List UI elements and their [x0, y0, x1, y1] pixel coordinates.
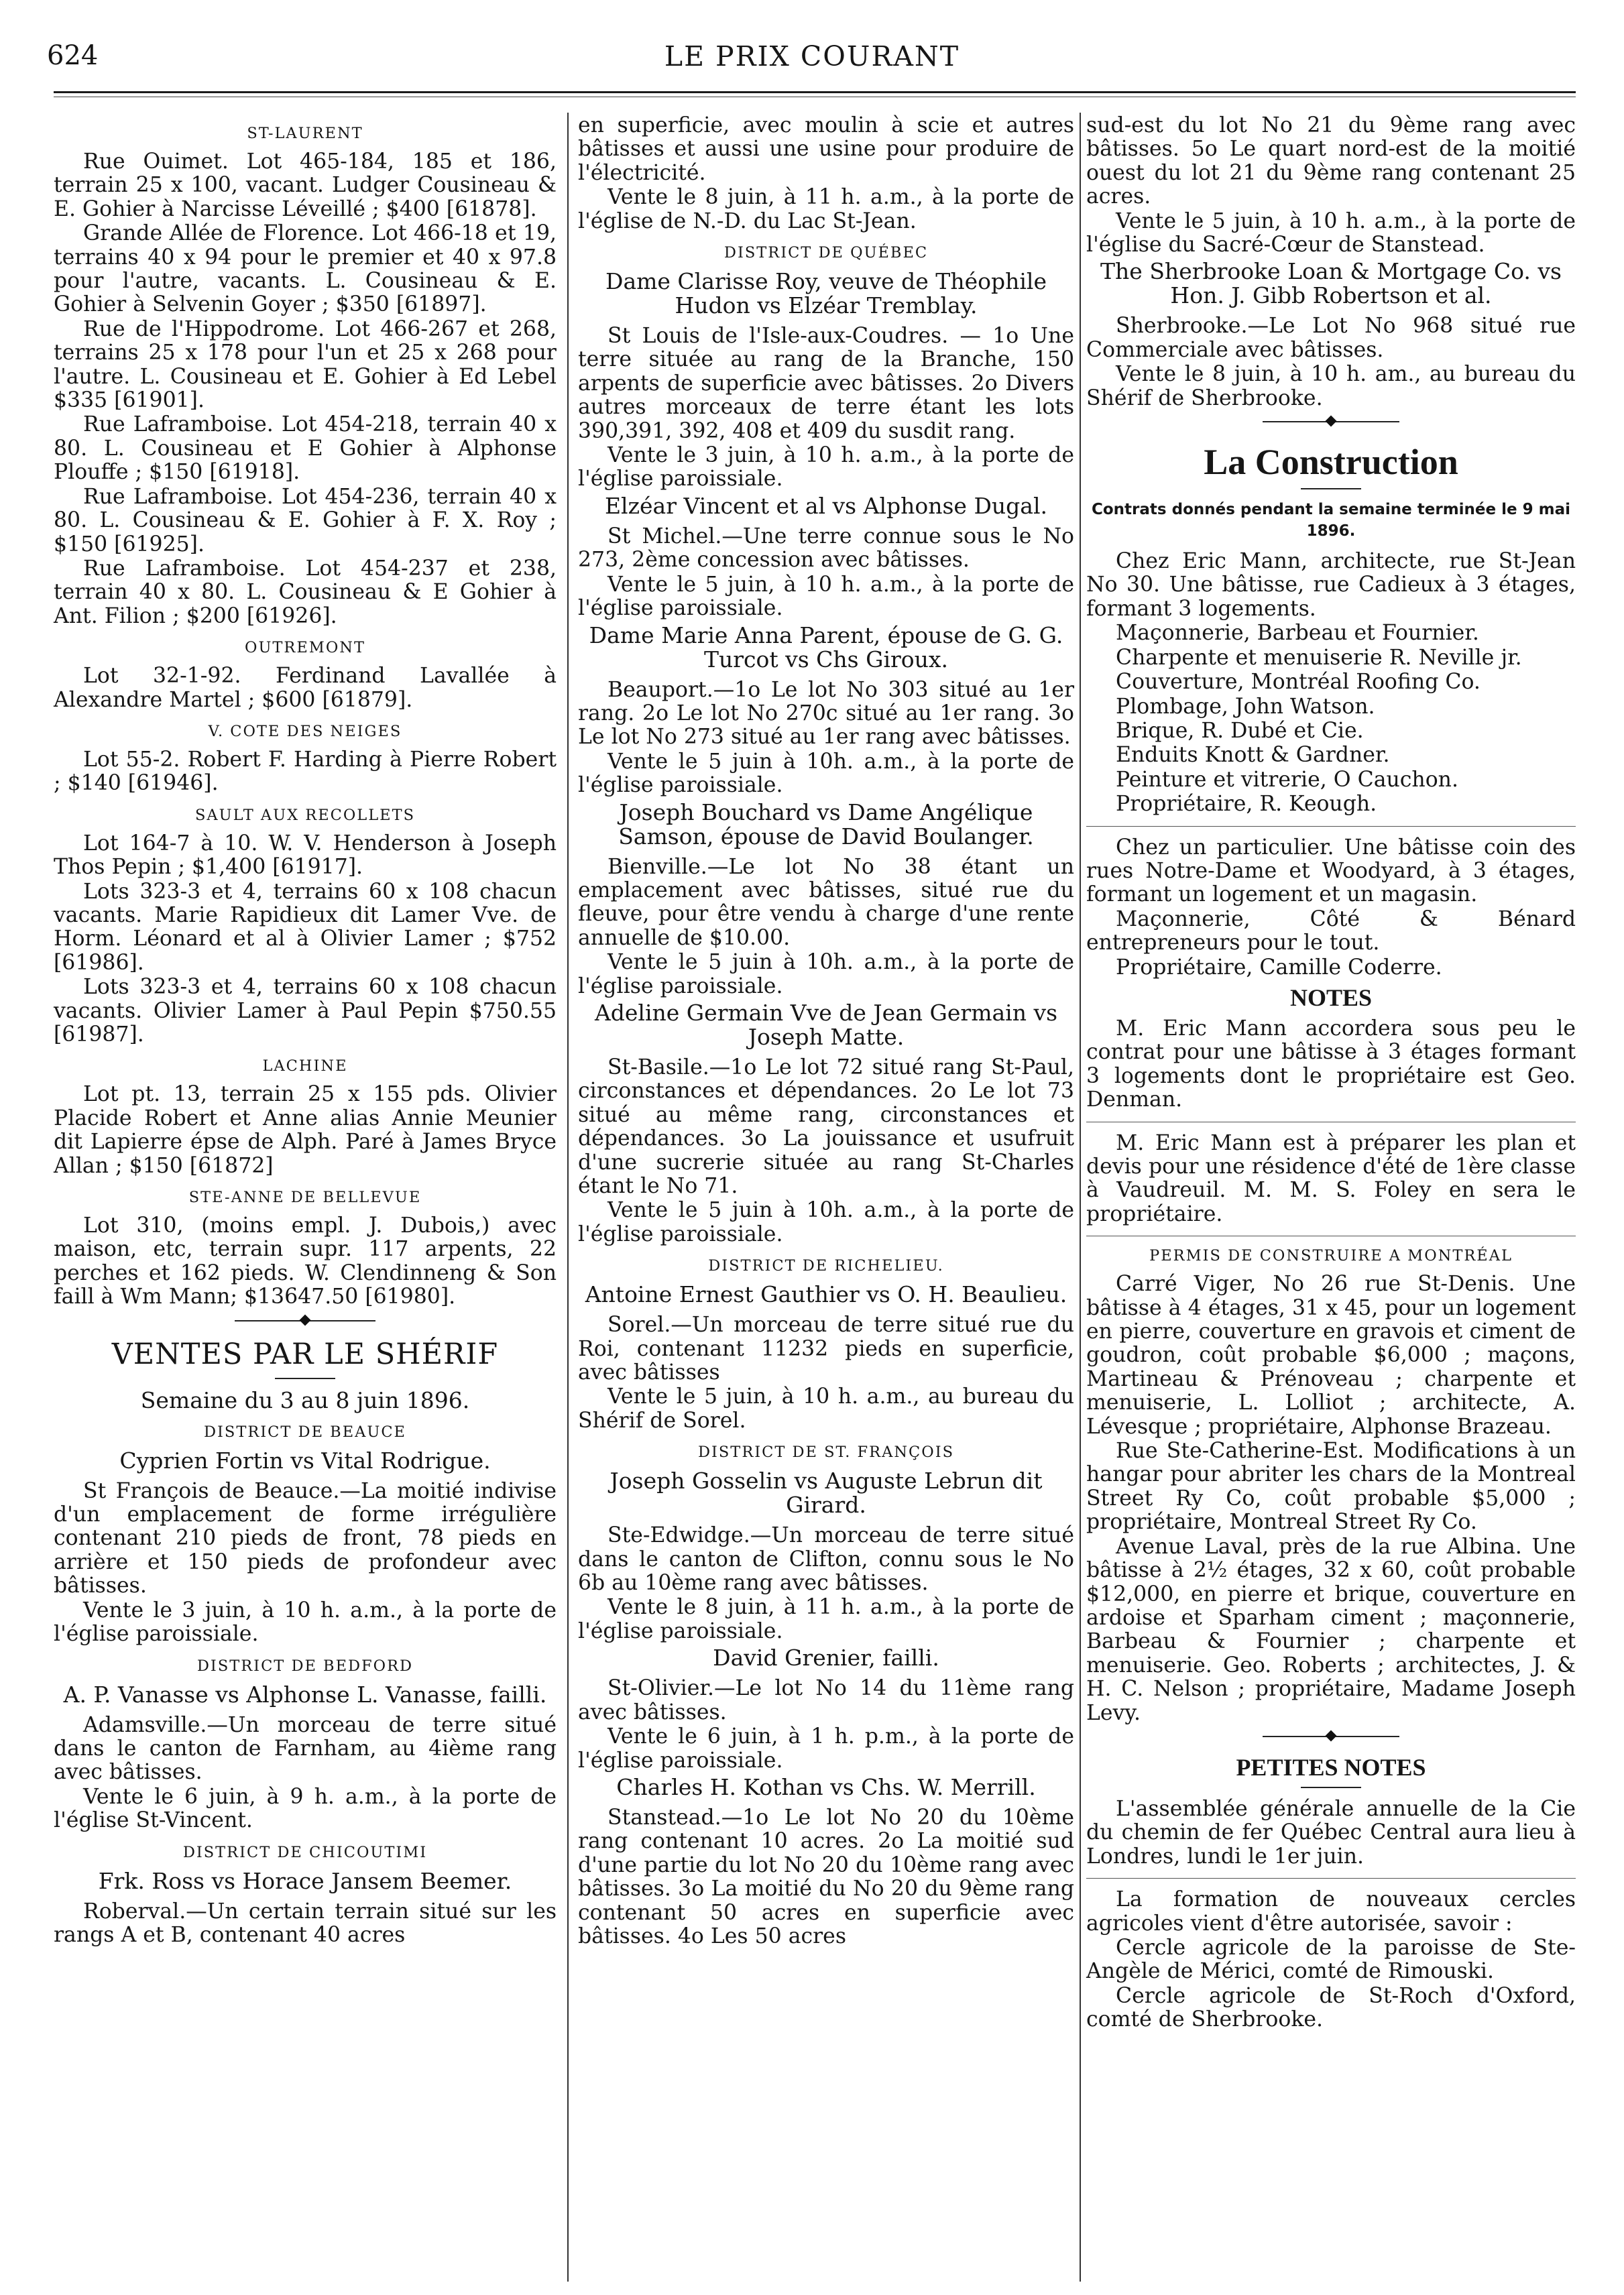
paragraph: Vente le 8 juin, à 10 h. am., au bureau du Shérif de Sherbrooke.: [1086, 362, 1576, 410]
paragraph: Grande Allée de Florence. Lot 466-18 et 19, terrains 40 x 94 pour le premier et 40 x 97.8 pour l'autre, vacants. L. Cousineau & E. Gohier à Selvenin Goyer ; $350 [61897].: [54, 221, 557, 317]
paragraph: St-Olivier.—Le lot No 14 du 11ème rang avec bâtisses.: [578, 1676, 1074, 1724]
case-title: Dame Marie Anna Parent, épouse de G. G. Turcot vs Chs Giroux.: [589, 622, 1063, 672]
paragraph: Vente le 3 juin, à 10 h. a.m., à la porte de l'église paroissiale.: [578, 443, 1074, 491]
case-title: David Grenier, failli.: [713, 1645, 939, 1671]
paragraph: Rue Ouimet. Lot 465-184, 185 et 186, terrain 25 x 100, vacant. Ludger Cousineau & E. Gohier à Narcisse Léveillé ; $400 [61878].: [54, 150, 557, 221]
ornament-divider: [54, 1316, 557, 1326]
paragraph: Adamsville.—Un morceau de terre situé dans le canton de Farnham, au 4ième rang avec bâtisses.: [54, 1712, 557, 1785]
paragraph: Vente le 3 juin, à 10 h. a.m., à la porte de l'église paroissiale.: [54, 1598, 557, 1647]
paragraph: Cercle agricole de St-Roch d'Oxford, comté de Sherbrooke.: [1086, 1983, 1576, 2032]
paragraph: Propriétaire, Camille Coderre.: [1116, 955, 1442, 980]
ventes-title: VENTES PAR LE SHÉRIF: [111, 1337, 499, 1371]
case-title: Cyprien Fortin vs Vital Rodrigue.: [119, 1447, 491, 1474]
paragraph: Vente le 5 juin à 10h. a.m., à la porte de l'église paroissiale.: [578, 1198, 1074, 1246]
paragraph: Sherbrooke.—Le Lot No 968 situé rue Commerciale avec bâtisses.: [1086, 314, 1576, 362]
column-divider: [1080, 113, 1081, 2282]
district-heading: DISTRICT DE BEAUCE: [204, 1423, 406, 1441]
paragraph: Stanstead.—1o Le lot No 20 du 10ème rang contenant 10 acres. 2o La moitié sud d'une partie du lot No 20 du 10ème rang avec bâtisses. 3o La moitié du No 20 du 9ème rang contenant 50 acres en superficie avec bâtisses. 4o Les 50 acres: [578, 1805, 1074, 1948]
section-heading: OUTREMONT: [245, 639, 365, 657]
list-item: Brique, R. Dubé et Cie.: [1116, 718, 1364, 743]
header-rule: [54, 91, 1576, 93]
notes-title: NOTES: [1289, 984, 1373, 1011]
section-heading: V. COTE DES NEIGES: [208, 722, 402, 740]
paragraph: M. Eric Mann est à préparer les plan et devis pour une résidence d'été de 1ère classe à Vaudreuil. M. M. S. Foley en sera le propriétaire.: [1086, 1130, 1576, 1226]
paragraph: Vente le 6 juin, à 1 h. p.m., à la porte de l'église paroissiale.: [578, 1724, 1074, 1773]
paragraph: M. Eric Mann accordera sous peu le contrat pour une bâtisse à 3 étages formant 3 logements dont le propriétaire est Geo. Denman.: [1086, 1016, 1576, 1112]
district-heading: DISTRICT DE QUÉBEC: [723, 244, 929, 262]
paragraph: Avenue Laval, près de la rue Albina. Une bâtisse à 2½ étages, 32 x 60, coût probable $12,000, en pierre et brique, couverture en ardoise et Sparham ciment ; maçonnerie, Barbeau & Fournier ; charpente et menuiserie. Geo. Roberts ; architectes, J. & H. C. Nelson ; propriétaire, Madame Joseph Levy.: [1086, 1534, 1576, 1725]
list-item: Peinture et vitrerie, O Cauchon.: [1116, 767, 1458, 792]
paragraph: Lot pt. 13, terrain 25 x 155 pds. Olivier Placide Robert et Anne alias Annie Meunier dit Lapierre épse de Alph. Paré à James Bryce Allan ; $150 [61872]: [54, 1082, 557, 1178]
paragraph: St Louis de l'Isle-aux-Coudres. — 1o Une terre située au rang de la Branche, 150 arpents de superficie avec bâtisses. 2o Divers autres morceaux de terre étant les lots 390,391, 392, 408 et 409 du susdit rang.: [578, 324, 1074, 443]
paragraph: Vente le 8 juin, à 11 h. a.m., à la porte de l'église paroissiale.: [578, 1595, 1074, 1643]
case-title: Joseph Gosselin vs Auguste Lebrun dit Girard.: [610, 1468, 1043, 1519]
paragraph: Vente le 5 juin, à 10 h. a.m., à la porte de l'église paroissiale.: [578, 572, 1074, 621]
paragraph: St Michel.—Une terre connue sous le No 273, 2ème concession avec bâtisses.: [578, 524, 1074, 573]
paragraph: La formation de nouveaux cercles agricoles vient d'être autorisée, savoir :: [1086, 1887, 1576, 1936]
paragraph: St François de Beauce.—La moitié indivise d'un emplacement de forme irrégulière contenant 210 pieds de front, 78 pieds en arrière et 150 pieds de profondeur avec bâtisses.: [54, 1478, 557, 1598]
section-heading: STE-ANNE DE BELLEVUE: [188, 1189, 422, 1207]
paragraph: Lot 55-2. Robert F. Harding à Pierre Robert ; $140 [61946].: [54, 747, 557, 796]
case-title: Joseph Bouchard vs Dame Angélique Samson, épouse de David Boulanger.: [618, 799, 1034, 849]
paragraph: Carré Viger, No 26 rue St-Denis. Une bâtisse à 4 étages, 31 x 45, pour un logement en pierre, couverture en gravois et ciment de goudron, coût probable $6,000 ; maçons, Martineau & Prénoveau ; charpente et menuiserie, L. Lolliot ; architecte, A. Lévesque ; propriétaire, Alphonse Brazeau.: [1086, 1272, 1576, 1439]
paragraph: Vente le 5 juin, à 10 h. a.m., au bureau du Shérif de Sorel.: [578, 1385, 1074, 1433]
list-item: Charpente et menuiserie R. Neville jr.: [1116, 645, 1522, 670]
section-rule: [1086, 826, 1576, 827]
district-heading: DISTRICT DE RICHELIEU.: [708, 1257, 944, 1275]
case-title: A. P. Vanasse vs Alphonse L. Vanasse, failli.: [63, 1681, 547, 1708]
paragraph: Ste-Edwidge.—Un morceau de terre situé dans le canton de Clifton, connu sous le No 6b au 10ème rang avec bâtisses.: [578, 1523, 1074, 1596]
case-title: Elzéar Vincent et al vs Alphonse Dugal.: [604, 492, 1048, 519]
paragraph: Sorel.—Un morceau de terre situé rue du Roi, contenant 11232 pieds en superficie, avec bâtisses: [578, 1313, 1074, 1385]
paragraph: Lot 32-1-92. Ferdinand Lavallée à Alexandre Martel ; $600 [61879].: [54, 664, 557, 712]
column-2: [578, 114, 1074, 1949]
paragraph: Rue de l'Hippodrome. Lot 466-267 et 268, terrains 25 x 178 pour l'un et 25 x 268 pour l'autre. L. Cousineau et E. Gohier à Ed Lebel $335 [61901].: [54, 316, 557, 413]
paragraph: Chez Eric Mann, architecte, rue St-Jean No 30. Une bâtisse, rue Cadieux à 3 étages, formant 3 logements.: [1086, 549, 1576, 621]
paragraph: Beauport.—1o Le lot No 303 situé au 1er rang. 2o Le lot No 270c situé au 1er rang. 3o Le lot No 273 situé au 1er rang avec bâtisses.: [578, 677, 1074, 750]
case-title: Frk. Ross vs Horace Jansem Beemer.: [98, 1867, 512, 1894]
page-header: [47, 40, 1577, 87]
construction-subtitle: Contrats donnés pendant la semaine terminée le 9 mai 1896.: [1092, 501, 1570, 540]
case-title: The Sherbrooke Loan & Mortgage Co. vs Hon. J. Gibb Robertson et al.: [1100, 258, 1562, 309]
case-title: Charles H. Kothan vs Chs. W. Merrill.: [616, 1773, 1036, 1800]
paragraph: Rue Laframboise. Lot 454-218, terrain 40 x 80. L. Cousineau et E Gohier à Alphonse Plouffe ; $150 [61918].: [54, 412, 557, 485]
paragraph: Lot 310, (moins empl. J. Dubois,) avec maison, etc, terrain supr. 117 arpents, 22 perches et 162 pieds. W. Clendinneng & Son faill à Wm Mann; $13647.50 [61980].: [54, 1214, 557, 1309]
paragraph: Vente le 5 juin à 10h. a.m., à la porte de l'église paroissiale.: [578, 950, 1074, 998]
case-title: Antoine Ernest Gauthier vs O. H. Beaulieu.: [585, 1281, 1067, 1308]
case-title: Dame Clarisse Roy, veuve de Théophile Hudon vs Elzéar Tremblay.: [605, 268, 1047, 319]
section-heading: PERMIS DE CONSTRUIRE A MONTRÉAL: [1149, 1247, 1513, 1265]
paragraph: Rue Laframboise. Lot 454-237 et 238, terrain 40 x 80. L. Cousineau & E Gohier à Ant. Filion ; $200 [61926].: [54, 556, 557, 628]
paragraph: Rue Ste-Catherine-Est. Modifications à un hangar pour abriter les chars de la Montreal Street Ry Co, coût probable $5,000 ; propriétaire, Montreal Street Ry Co.: [1086, 1439, 1576, 1535]
paragraph: sud-est du lot No 21 du 9ème rang avec bâtisses. 5o Le quart nord-est de la moitié ouest du lot 21 du 9ème rang contenant 25 acres.: [1086, 113, 1576, 209]
district-heading: DISTRICT DE ST. FRANÇOIS: [697, 1444, 955, 1462]
list-item: Enduits Knott & Gardner.: [1116, 743, 1390, 768]
case-title: Adeline Germain Vve de Jean Germain vs Joseph Matte.: [594, 999, 1058, 1050]
construction-title: La Construction: [1204, 442, 1458, 483]
list-item: Maçonnerie, Barbeau et Fournier.: [1116, 621, 1479, 646]
paragraph: Bienville.—Le lot No 38 étant un emplacement avec bâtisses, situé rue du fleuve, pour être vendu à charge d'une rente annuelle de $10.00.: [578, 854, 1074, 950]
week-line: Semaine du 3 au 8 juin 1896.: [140, 1387, 470, 1413]
column-3: [1086, 114, 1576, 2033]
paragraph: Rue Laframboise. Lot 454-236, terrain 40 x 80. L. Cousineau & E. Gohier à F. X. Roy ; $150 [61925].: [54, 484, 557, 556]
paragraph: en superficie, avec moulin à scie et autres bâtisses et aussi une usine pour produire de l'électricité.: [578, 113, 1074, 185]
column-divider: [567, 113, 569, 2282]
paragraph: St-Basile.—1o Le lot 72 situé rang St-Paul, circonstances et dépendances. 2o Le lot 73 situé au même rang, circonstances et dépendances. 3o La jouissance et usufruit d'une sucrerie située au rang St-Charles étant le No 71.: [578, 1055, 1074, 1198]
section-heading: ST-LAURENT: [247, 125, 363, 142]
paragraph: L'assemblée générale annuelle de la Cie du chemin de fer Québec Central aura lieu à Londres, lundi le 1er juin.: [1086, 1796, 1576, 1869]
list-item: Plombage, John Watson.: [1116, 694, 1375, 719]
paragraph: Vente le 5 juin à 10h. a.m., à la porte de l'église paroissiale.: [578, 749, 1074, 798]
page-number: 624: [47, 40, 99, 71]
section-heading: LACHINE: [262, 1057, 348, 1075]
column-1: [54, 114, 557, 1948]
paragraph: Vente le 5 juin, à 10 h. a.m., à la porte de l'église du Sacré-Cœur de Stanstead.: [1086, 209, 1576, 257]
list-item: Couverture, Montréal Roofing Co.: [1116, 670, 1481, 695]
paragraph: Vente le 8 juin, à 11 h. a.m., à la porte de l'église de N.-D. du Lac St-Jean.: [578, 185, 1074, 233]
district-heading: DISTRICT DE BEDFORD: [196, 1657, 414, 1675]
paragraph: Roberval.—Un certain terrain situé sur les rangs A et B, contenant 40 acres: [54, 1899, 557, 1947]
paragraph: Lots 323-3 et 4, terrains 60 x 108 chacun vacants. Olivier Lamer à Paul Pepin $750.55 [61987].: [54, 975, 557, 1047]
short-rule: [1301, 1787, 1361, 1788]
paragraph: Chez un particulier. Une bâtisse coin des rues Notre-Dame et Woodyard, à 3 étages, formant un logement et un magasin.: [1086, 835, 1576, 907]
short-rule: [1301, 488, 1361, 489]
list-item: Propriétaire, R. Keough.: [1116, 792, 1377, 817]
ornament-divider: [1086, 417, 1576, 426]
paragraph: Maçonnerie, Côté & Bénard entrepreneurs pour le tout.: [1086, 906, 1576, 955]
paragraph: Lots 323-3 et 4, terrains 60 x 108 chacun vacants. Marie Rapidieux dit Lamer Vve. de Horm. Léonard et al à Olivier Lamer ; $752 [61986].: [54, 879, 557, 975]
paragraph: Lot 164-7 à 10. W. V. Henderson à Joseph Thos Pepin ; $1,400 [61917].: [54, 831, 557, 880]
paragraph: Cercle agricole de la paroisse de Ste-Angèle de Mérici, comté de Rimouski.: [1086, 1935, 1576, 1984]
paragraph: Vente le 6 juin, à 9 h. a.m., à la porte de l'église St-Vincent.: [54, 1784, 557, 1833]
section-rule: [1086, 1878, 1576, 1879]
district-heading: DISTRICT DE CHICOUTIMI: [182, 1843, 428, 1861]
journal-title: LE PRIX COURANT: [664, 40, 960, 72]
ornament-divider: [1086, 1732, 1576, 1741]
petites-notes-title: PETITES NOTES: [1236, 1753, 1426, 1781]
section-heading: SAULT AUX RECOLLETS: [194, 806, 416, 824]
short-rule: [275, 1378, 335, 1379]
